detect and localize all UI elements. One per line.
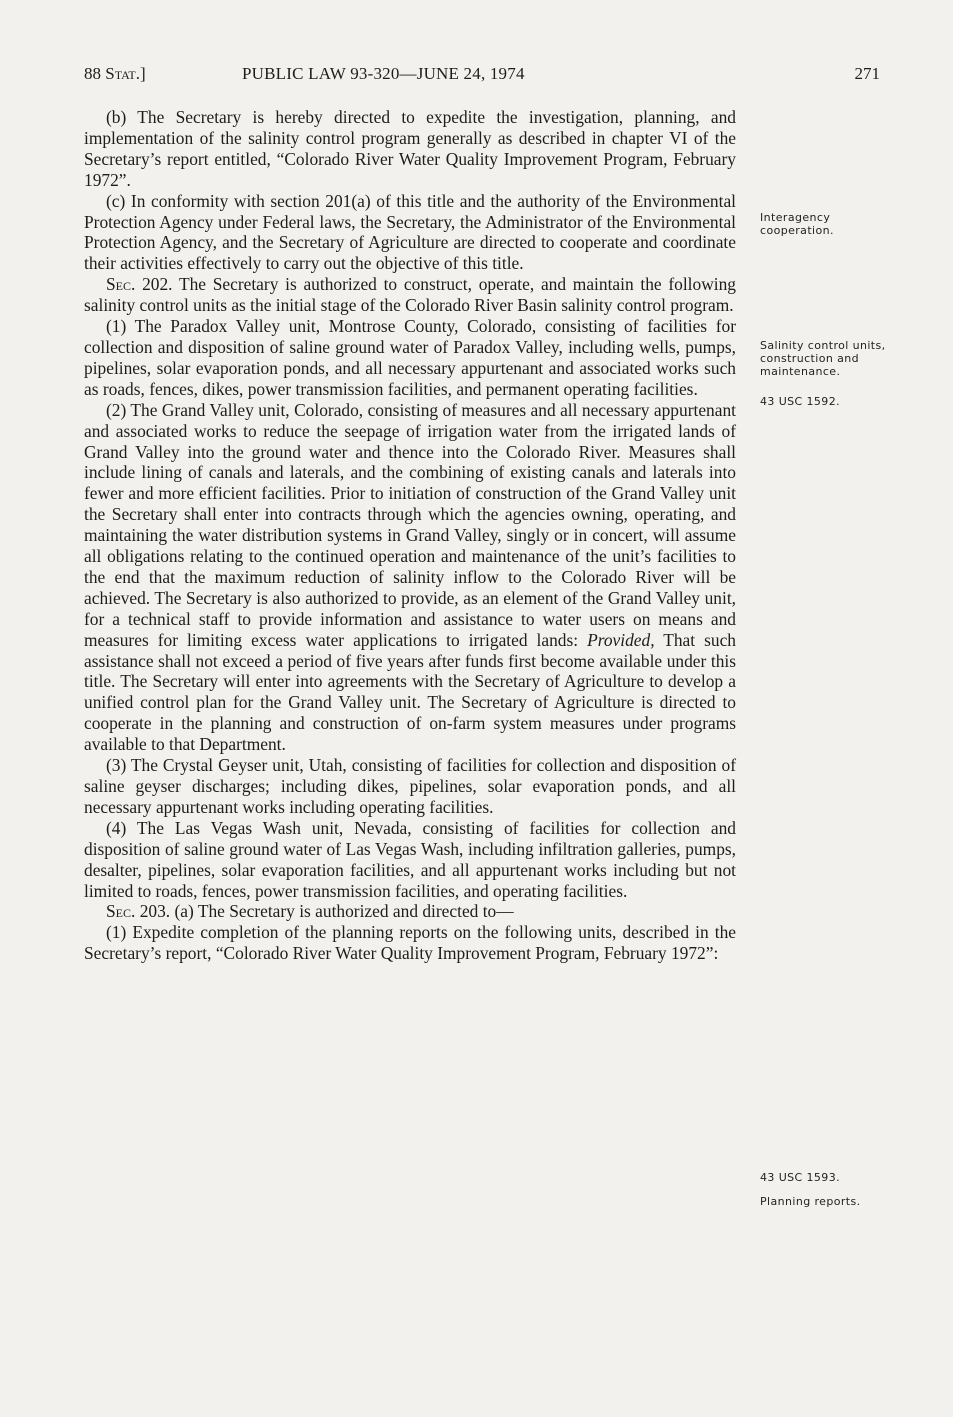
section-203-item-1: (1) Expedite completion of the planning reports on the following units, described in the Secretary’s report, “Colorado River Water Quality Improvement Program, February 1972”:: [84, 922, 736, 964]
body-text: [84, 107, 736, 964]
provided-clause: Provided,: [587, 629, 655, 650]
running-head: [84, 64, 880, 88]
paragraph-3-crystal-geyser: (3) The Crystal Geyser unit, Utah, consisting of facilities for collection and disposition of saline geyser discharges; including dikes, pipelines, solar evaporation ponds, and all necessary appurtenant works including operating facilities.: [84, 755, 736, 817]
section-202-text: The Secretary is authorized to construct, operate, and maintain the following salinity control units as the initial stage of the Colorado River Basin salinity control program.: [84, 274, 736, 316]
margin-note-salinity-control: Salinity control units, construction and maintenance.: [760, 339, 886, 378]
section-203-label: Sec. 203.: [106, 901, 171, 922]
section-203: [84, 901, 736, 922]
paragraph-2-text-b: That such assistance shall not exceed a period of five years after funds first become available under this title. The Secretary will enter into agreements with the Secretary of Agriculture to develop a unified control plan for the Grand Valley unit. The Secretary of Agriculture is directed to cooperate in the planning and construction of on-farm system measures under programs available to that Department.: [84, 629, 736, 755]
margin-note-interagency: Interagency cooperation.: [760, 211, 834, 237]
paragraph-4-las-vegas-wash: (4) The Las Vegas Wash unit, Nevada, consisting of facilities for collection and disposition of saline ground water of Las Vegas Wash, including infiltration galleries, pumps, desalter, pipelines, solar evaporation facilities, and all appurtenant works including but not limited to roads, fences, power transmission facilities, and operating facilities.: [84, 817, 736, 901]
margin-note-usc-1593: 43 USC 1593.: [760, 1171, 840, 1184]
paragraph-2-grand-valley: [84, 400, 736, 755]
page-number: 271: [854, 64, 880, 83]
paragraph-1-paradox-valley: (1) The Paradox Valley unit, Montrose County, Colorado, consisting of facilities for collection and disposition of saline ground water of Paradox Valley, including wells, pumps, pipelines, solar evaporation ponds, and all necessary appurtenant and associated works such as roads, fences, dikes, power transmission facilities, and permanent operating facilities.: [84, 316, 736, 399]
section-202-label: Sec. 202.: [106, 274, 173, 295]
margin-note-planning-reports: Planning reports.: [760, 1195, 861, 1208]
section-202: [84, 274, 736, 316]
section-203-text: (a) The Secretary is authorized and directed to—: [170, 901, 514, 922]
margin-note-usc-1592: 43 USC 1592.: [760, 395, 840, 408]
page-title: PUBLIC LAW 93-320—JUNE 24, 1974: [242, 64, 525, 83]
volume-reference: 88 Stat.]: [84, 64, 146, 83]
paragraph-c: (c) In conformity with section 201(a) of this title and the authority of the Environmental Protection Agency under Federal laws, the Secretary, the Administrator of the Environmental Protection Agency, and the Secretary of Agriculture are directed to cooperate and coordinate their activities effectively to carry out the objective of this title.: [84, 190, 736, 274]
paragraph-b: (b) The Secretary is hereby directed to expedite the investigation, planning, and implementation of the salinity control program generally as described in chapter VI of the Secretary’s report entitled, “Colorado River Water Quality Improvement Program, February 1972”.: [84, 107, 736, 190]
paragraph-2-text-a: (2) The Grand Valley unit, Colorado, consisting of measures and all necessary appurtenant and associated works to reduce the seepage of irrigation water from the irrigated lands of Grand Valley into the ground water and thence into the Colorado River. Measures shall include lining of canals and laterals, and the combining of existing canals and laterals into fewer and more efficient facilities. Prior to initiation of construction of the Grand Valley unit the Secretary shall enter into contracts through which the agencies owning, operating, and maintaining the water distribution systems in Grand Valley, singly or in concert, will assume all obligations relating to the continued operation and maintenance of the unit’s facilities to the end that the maximum reduction of salinity inflow to the Colorado River will be achieved. The Secretary is also authorized to provide, as an element of the Grand Valley unit, for a technical staff to provide information and assistance to water users on means and measures for limiting excess water applications to irrigated lands:: [84, 399, 736, 650]
